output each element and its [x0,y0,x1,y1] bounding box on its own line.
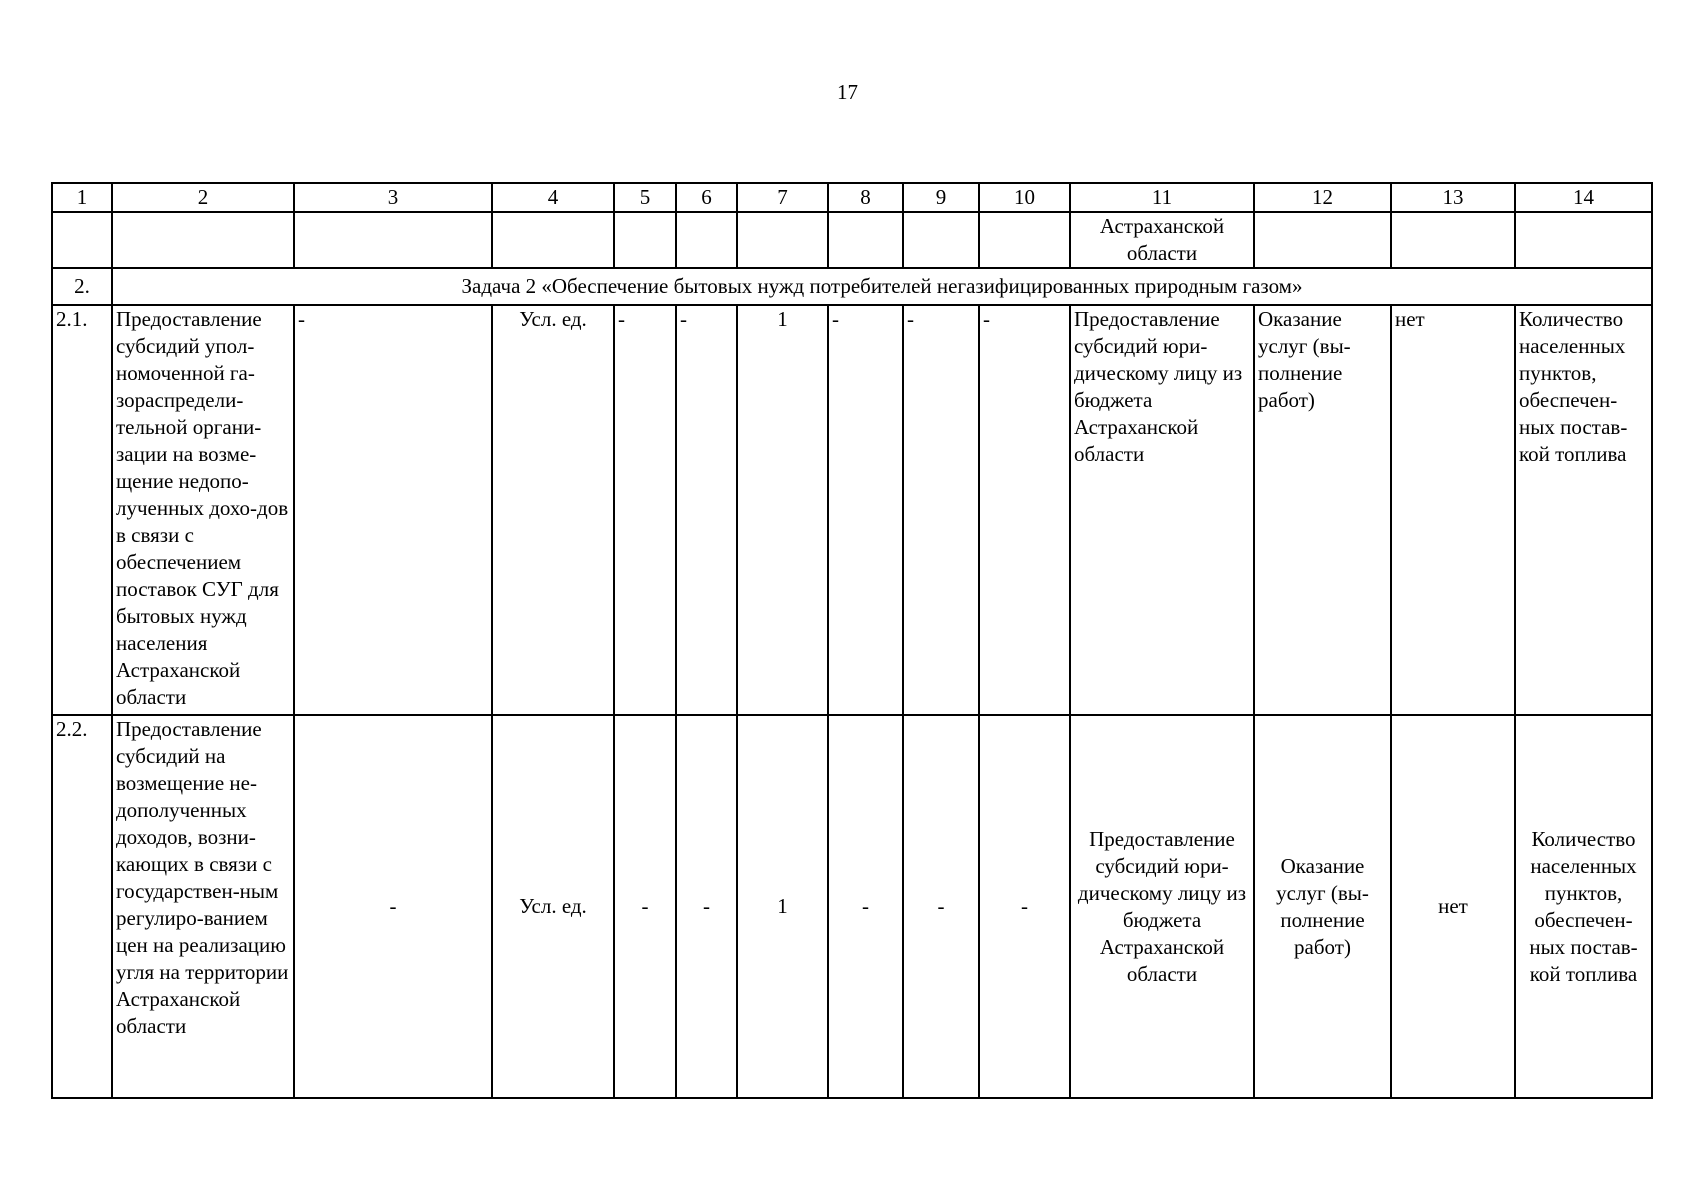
measure-name: Предоставление субсидий на возмещение не-дополученных доходов, возни-кающих в связи с государствен-ным регулиро-ванием цен на реализацию угля на территории Астраханской области [112,715,294,1098]
empty-cell [1515,212,1652,268]
cell-col8: - [828,305,903,715]
cell-unit: Усл. ед. [492,715,614,1098]
cell-col14: Количество населенных пунктов, обеспечен-ных постав-кой топлива [1515,305,1652,715]
empty-cell [52,212,112,268]
empty-cell [112,212,294,268]
empty-cell [614,212,676,268]
measure-name: Предоставление субсидий упол-номоченной га-зораспредели-тельной органи-зации на возме-щение недопо-лученных дохо-дов в связи с обеспечением поставок СУГ для бытовых нужд населения Астраханской области [112,305,294,715]
column-number: 14 [1515,183,1652,212]
table-row [52,305,1652,715]
continued-text: Астраханской области [1070,212,1254,268]
column-number: 10 [979,183,1070,212]
empty-cell [492,212,614,268]
cell-col13: нет [1391,305,1515,715]
column-number: 6 [676,183,737,212]
empty-cell [1254,212,1391,268]
column-number: 4 [492,183,614,212]
cell-col6: - [676,715,737,1098]
cell-col9: - [903,715,979,1098]
cell-col7: 1 [737,715,828,1098]
continued-row [52,212,1652,268]
empty-cell [828,212,903,268]
column-number: 7 [737,183,828,212]
empty-cell [1391,212,1515,268]
column-number: 11 [1070,183,1254,212]
column-number: 2 [112,183,294,212]
cell-col3: - [294,305,492,715]
page-number: 17 [837,80,858,104]
task-number: 2. [52,268,112,305]
program-measures-table [51,182,1653,1099]
cell-col11: Предоставление субсидий юри-дическому лицу из бюджета Астраханской области [1070,715,1254,1098]
cell-col7: 1 [737,305,828,715]
column-number: 5 [614,183,676,212]
column-number: 12 [1254,183,1391,212]
cell-col12: Оказание услуг (вы-полнение работ) [1254,715,1391,1098]
column-number: 1 [52,183,112,212]
cell-col3: - [294,715,492,1098]
task-title: Задача 2 «Обеспечение бытовых нужд потребителей негазифицированных природным газом» [112,268,1652,305]
task-row [52,268,1652,305]
cell-col9: - [903,305,979,715]
column-number: 9 [903,183,979,212]
row-number: 2.2. [52,715,112,1098]
column-number-row [52,183,1652,212]
column-number: 3 [294,183,492,212]
empty-cell [737,212,828,268]
empty-cell [676,212,737,268]
table-row [52,715,1652,1098]
column-number: 13 [1391,183,1515,212]
cell-col10: - [979,715,1070,1098]
empty-cell [903,212,979,268]
cell-col11: Предоставление субсидий юри-дическому лицу из бюджета Астраханской области [1070,305,1254,715]
cell-col13: нет [1391,715,1515,1098]
cell-col8: - [828,715,903,1098]
empty-cell [979,212,1070,268]
cell-col14: Количество населенных пунктов, обеспечен-ных постав-кой топлива [1515,715,1652,1098]
row-number: 2.1. [52,305,112,715]
cell-col12: Оказание услуг (вы-полнение работ) [1254,305,1391,715]
column-number: 8 [828,183,903,212]
cell-col5: - [614,715,676,1098]
cell-col6: - [676,305,737,715]
cell-col10: - [979,305,1070,715]
cell-unit: Усл. ед. [492,305,614,715]
empty-cell [294,212,492,268]
cell-col5: - [614,305,676,715]
